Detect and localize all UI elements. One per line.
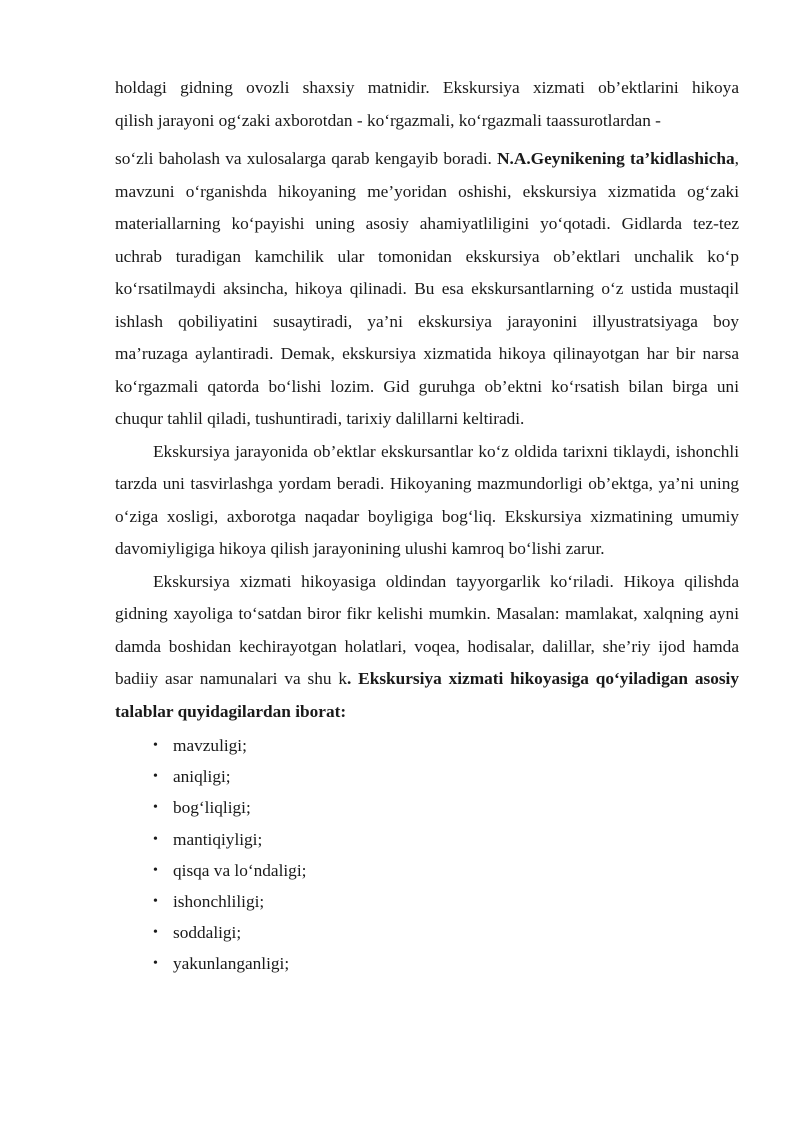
bullet-icon: •	[153, 925, 158, 941]
paragraph-2-start: so‘zli baholash va xulosalarga qarab kengayib boradi.	[115, 149, 498, 168]
bullet-icon: •	[153, 893, 158, 909]
paragraph-2-bold: N.A.Geynikening ta’kidlashicha	[497, 149, 735, 168]
list-item-text: mavzuligi;	[173, 736, 247, 755]
list-item	[115, 948, 739, 979]
list-item	[115, 886, 739, 917]
bullet-icon: •	[153, 956, 158, 972]
paragraph-line-2: qilish jarayoni og‘zaki axborotdan - ko‘rgazmali, ko‘rgazmali taassurotlardan -	[115, 110, 661, 130]
list-item-text: soddaligi;	[173, 923, 242, 943]
list-item	[115, 792, 739, 823]
list-item	[115, 761, 739, 792]
list-item-text: bog‘liqligi;	[173, 798, 251, 818]
paragraph-4	[115, 566, 739, 729]
list-item	[115, 824, 739, 855]
list-item	[115, 730, 739, 761]
paragraph-3: Ekskursiya jarayonida ob’ektlar ekskursantlar ko‘z oldida tarixni tiklaydi, ishonchli tarzda uni tasvirlashga yordam beradi. Hikoyaning mazmundorligi ob’ektga, ya’ni uning o‘ziga xosligi, axborotga naqadar boyligiga bog‘liq. Ekskursiya xizmatining umumiy davomiyligiga hikoya qilish jarayonining ulushi kamroq bo‘lishi zarur.	[115, 441, 739, 558]
bullet-icon: •	[153, 831, 158, 847]
paragraph-line-1: holdagi gidning ovozli shaxsiy matnidir. Ekskursiya xizmati ob’ektlarini hikoya	[115, 78, 739, 97]
document-page	[115, 72, 739, 980]
paragraph-4-bold: . Ekskursiya xizmati hikoyasiga qo‘yiladigan asosiy talablar quyidagilardan iborat:	[115, 669, 739, 721]
list-item-text: mantiqiyligi;	[173, 829, 263, 849]
list-item	[115, 855, 739, 886]
list-item-text: qisqa va lo‘ndaligi;	[173, 860, 307, 880]
paragraph-2-rest: , mavzuni o‘rganishda hikoyaning me’yoridan oshishi, ekskursiya xizmatida og‘zaki materiallarning ko‘payishi uning asosiy ahamiyatliligini yo‘qotadi. Gidlarda tez-tez uchrab turadigan kamchilik ular tomonidan ekskursiya ob’ektlari unchalik ko‘p ko‘rsatilmaydi aksincha, hikoya qilinadi. Bu esa ekskursantlarning o‘z ustida mustaqil ishlash qobiliyatini susaytiradi, ya’ni ekskursiya jarayonini illyustratsiyaga boy ma’ruzaga aylantiradi. Demak, ekskursiya xizmatida hikoya qilinayotgan har bir narsa ko‘rgazmali qatorda bo‘lishi lozim. Gid guruhga ob’ektni ko‘rsatish bilan birga uni chuqur tahlil qiladi, tushuntiradi, tarixiy dalillarni keltiradi.	[115, 149, 739, 428]
paragraph-4-start: Ekskursiya xizmati hikoyasiga oldindan tayyorgarlik ko‘riladi. Hikoya qilishda gidning xayoliga to‘satdan biror fikr kelishi mumkin. Masalan: mamlakat, xalqning ayni damda boshidan kechirayotgan holatlari, voqea, hodisalar, dalillar, she’riy ijod hamda badiiy asar namunalari va shu k	[115, 571, 739, 688]
list-item-text: yakunlanganligi;	[173, 954, 290, 974]
list-item-text: aniqligi;	[173, 767, 231, 787]
bullet-icon: •	[153, 738, 158, 753]
bullet-icon: •	[153, 769, 158, 785]
bullet-icon: •	[153, 800, 158, 816]
list-item-text: ishonchliligi;	[173, 891, 265, 911]
paragraph-2	[115, 143, 739, 436]
list-item	[115, 917, 739, 948]
requirements-list	[115, 730, 739, 980]
bullet-icon: •	[153, 862, 158, 878]
